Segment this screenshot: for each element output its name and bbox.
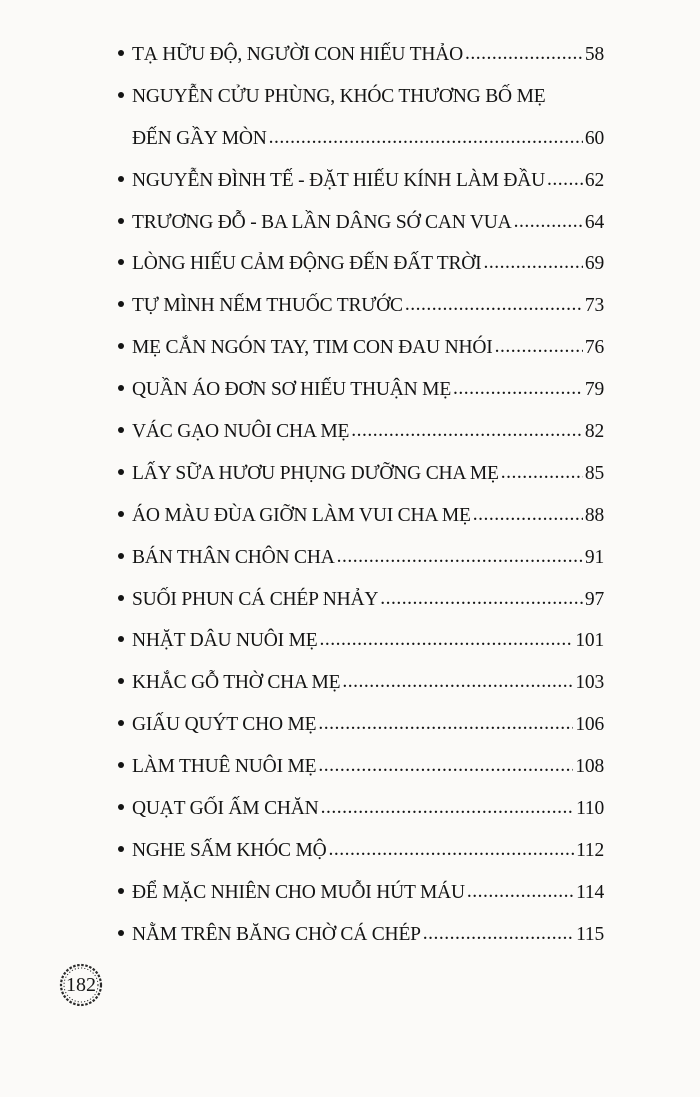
- toc-entry-title: ÁO MÀU ĐÙA GIỠN LÀM VUI CHA MẸ: [132, 504, 471, 526]
- dot-leader: [351, 420, 583, 442]
- dot-leader: [423, 923, 574, 945]
- bullet-icon: [118, 259, 124, 265]
- toc-entry: [118, 756, 604, 798]
- toc-entry: [118, 924, 604, 966]
- toc-entry: [118, 379, 604, 421]
- page-number: 182: [66, 974, 96, 996]
- toc-entry-page: 110: [576, 798, 604, 820]
- dot-leader: [514, 211, 583, 233]
- toc-entry-page: 73: [584, 295, 604, 317]
- dot-leader: [329, 839, 575, 861]
- dot-leader: [321, 797, 574, 819]
- dot-leader: [269, 127, 583, 149]
- toc-entry-page: 60: [584, 127, 604, 149]
- bullet-icon: [118, 678, 124, 684]
- toc-entry: [118, 253, 604, 295]
- bullet-icon: [118, 930, 124, 936]
- bullet-icon: [118, 92, 124, 98]
- bullet-icon: [118, 804, 124, 810]
- dot-leader: [319, 629, 573, 651]
- toc-entry-title: KHẮC GỖ THỜ CHA MẸ: [132, 672, 341, 694]
- bullet-icon: [118, 427, 124, 433]
- toc-entry-page: 69: [584, 253, 604, 275]
- bullet-icon: [118, 511, 124, 517]
- dot-leader: [483, 252, 582, 274]
- bullet-icon: [118, 176, 124, 182]
- dot-leader: [495, 336, 583, 358]
- page-number-badge: [58, 962, 104, 1008]
- bullet-icon: [118, 846, 124, 852]
- toc-entry-page: 106: [575, 714, 604, 736]
- dot-leader: [547, 169, 583, 191]
- toc-entry: [118, 295, 604, 337]
- toc-entry-title: NGHE SẤM KHÓC MỘ: [132, 839, 327, 861]
- toc-entry: [118, 547, 604, 589]
- toc-entry-page: 101: [575, 630, 604, 652]
- dot-leader: [473, 504, 583, 526]
- toc-entry-title: NHẶT DÂU NUÔI MẸ: [132, 630, 318, 652]
- toc-entry-page: 112: [576, 839, 604, 861]
- toc-entry-title: QUẦN ÁO ĐƠN SƠ HIẾU THUẬN MẸ: [132, 379, 452, 401]
- dot-leader: [318, 755, 573, 777]
- table-of-contents: [118, 44, 604, 966]
- dot-leader: [337, 546, 583, 568]
- toc-entry-page: 114: [576, 881, 604, 903]
- toc-entry-page: 58: [584, 44, 604, 65]
- toc-entry-title: NGUYỄN ĐÌNH TẾ - ĐẶT HIẾU KÍNH LÀM ĐẦU: [132, 169, 546, 191]
- toc-entry-title: LÀM THUÊ NUÔI MẸ: [132, 756, 317, 778]
- toc-entry-page: 103: [575, 672, 604, 694]
- bullet-icon: [118, 595, 124, 601]
- toc-entry-page: 97: [584, 588, 604, 610]
- dot-leader: [467, 881, 574, 903]
- toc-entry-title: LÒNG HIẾU CẢM ĐỘNG ĐẾN ĐẤT TRỜI: [132, 253, 482, 275]
- toc-entry-title: VÁC GẠO NUÔI CHA MẸ: [132, 421, 350, 443]
- toc-entry-title: LẤY SỮA HƯƠU PHỤNG DƯỠNG CHA MẸ: [132, 462, 499, 484]
- bullet-icon: [118, 762, 124, 768]
- toc-entry: [118, 170, 604, 212]
- toc-entry-title: NGUYỄN CỬU PHÙNG, KHÓC THƯƠNG BỐ MẸ: [132, 85, 546, 107]
- toc-entry-title: SUỐI PHUN CÁ CHÉP NHẢY: [132, 588, 379, 610]
- toc-entry: [118, 421, 604, 463]
- toc-entry: [118, 882, 604, 924]
- toc-entry: [118, 505, 604, 547]
- toc-entry: [118, 212, 604, 254]
- toc-entry-page: 82: [584, 421, 604, 443]
- bullet-icon: [118, 301, 124, 307]
- bullet-icon: [118, 469, 124, 475]
- toc-entry: [118, 714, 604, 756]
- toc-entry-page: 115: [576, 923, 604, 945]
- toc-entry-title: BÁN THÂN CHÔN CHA: [132, 546, 335, 568]
- toc-entry-continuation: [118, 128, 604, 170]
- toc-entry: [118, 798, 604, 840]
- bullet-icon: [118, 553, 124, 559]
- toc-entry: [118, 463, 604, 505]
- toc-entry-title: MẸ CẮN NGÓN TAY, TIM CON ĐAU NHÓI: [132, 337, 493, 359]
- bullet-icon: [118, 720, 124, 726]
- dot-leader: [405, 294, 583, 316]
- toc-entry-title: QUẠT GỐI ẤM CHĂN: [132, 798, 319, 820]
- toc-entry: [118, 337, 604, 379]
- toc-entry-page: 108: [575, 756, 604, 778]
- dot-leader: [465, 43, 583, 65]
- bullet-icon: [118, 218, 124, 224]
- toc-entry: [118, 630, 604, 672]
- toc-entry-title: TRƯƠNG ĐỖ - BA LẦN DÂNG SỚ CAN VUA: [132, 211, 512, 233]
- toc-entry-title: NẰM TRÊN BĂNG CHỜ CÁ CHÉP: [132, 923, 421, 945]
- toc-entry: [118, 840, 604, 882]
- toc-entry-page: 88: [584, 504, 604, 526]
- toc-entry-title: TỰ MÌNH NẾM THUỐC TRƯỚC: [132, 295, 403, 317]
- dot-leader: [380, 588, 583, 610]
- bullet-icon: [118, 343, 124, 349]
- toc-entry-page: 76: [584, 337, 604, 359]
- dot-leader: [501, 462, 583, 484]
- dot-leader: [342, 671, 573, 693]
- bullet-icon: [118, 888, 124, 894]
- toc-entry: [118, 86, 604, 128]
- bullet-icon: [118, 385, 124, 391]
- toc-entry-title: ĐẾN GẦY MÒN: [132, 127, 267, 149]
- toc-entry-page: 91: [584, 546, 604, 568]
- toc-entry-page: 85: [584, 462, 604, 484]
- toc-entry: [118, 589, 604, 631]
- toc-entry-page: 79: [584, 379, 604, 401]
- toc-entry: [118, 672, 604, 714]
- dot-leader: [318, 713, 573, 735]
- toc-entry-title: GIẤU QUÝT CHO MẸ: [132, 714, 317, 736]
- toc-entry-page: 64: [584, 211, 604, 233]
- bullet-icon: [118, 636, 124, 642]
- toc-entry: [118, 44, 604, 86]
- toc-entry-title: ĐỂ MẶC NHIÊN CHO MUỖI HÚT MÁU: [132, 881, 465, 903]
- dot-leader: [453, 378, 583, 400]
- toc-entry-page: 62: [584, 169, 604, 191]
- toc-entry-title: TẠ HỮU ĐỘ, NGƯỜI CON HIẾU THẢO: [132, 44, 463, 65]
- bullet-icon: [118, 50, 124, 56]
